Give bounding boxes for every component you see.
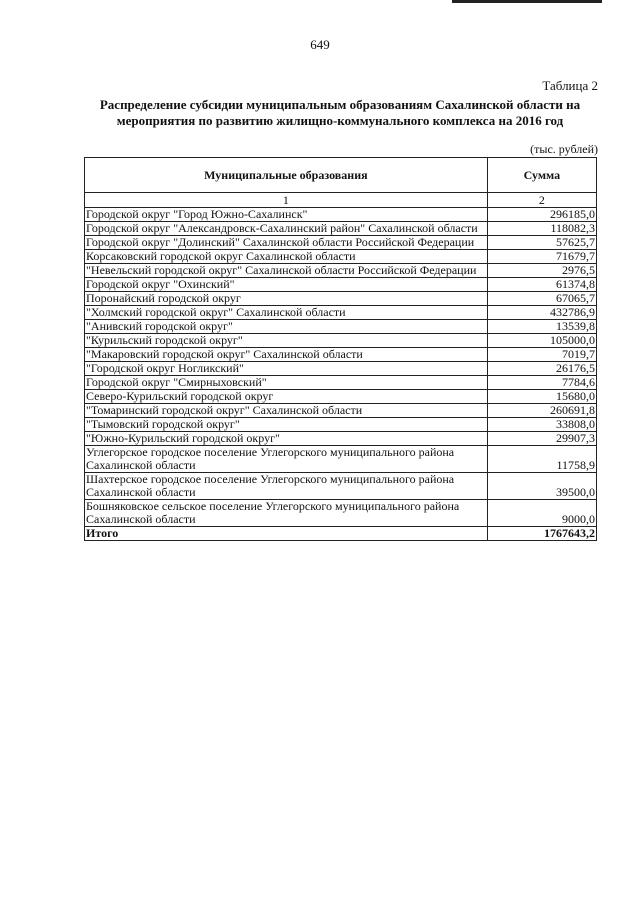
table-row — [85, 306, 597, 320]
municipality-name: Поронайский городской округ — [85, 292, 488, 306]
subsidy-sum: 57625,7 — [487, 236, 596, 250]
table-row — [85, 222, 597, 236]
page-number: 649 — [310, 37, 330, 52]
table-row — [85, 334, 597, 348]
municipality-name: Бошняковское сельское поселение Углегорского муниципального района Сахалинской области — [85, 500, 488, 527]
table-header-row — [85, 158, 597, 193]
municipality-name: "Анивский городской округ" — [85, 320, 488, 334]
subsidy-sum: 7784,6 — [487, 376, 596, 390]
subsidy-sum: 9000,0 — [487, 500, 596, 527]
table-row — [85, 446, 597, 473]
table-row — [85, 292, 597, 306]
subsidy-sum: 33808,0 — [487, 418, 596, 432]
table-row — [85, 376, 597, 390]
table-row — [85, 208, 597, 222]
table-row — [85, 362, 597, 376]
table-label: Таблица 2 — [542, 78, 598, 93]
subsidy-sum: 26176,5 — [487, 362, 596, 376]
subsidy-sum: 432786,9 — [487, 306, 596, 320]
subsidy-sum: 296185,0 — [487, 208, 596, 222]
municipality-name: "Невельский городской округ" Сахалинской области Российской Федерации — [85, 264, 488, 278]
column-number-row — [85, 193, 597, 208]
subsidy-sum: 260691,8 — [487, 404, 596, 418]
subsidy-sum: 15680,0 — [487, 390, 596, 404]
municipality-name: Городской округ "Александровск-Сахалинский район" Сахалинской области — [85, 222, 488, 236]
municipality-name: "Южно-Курильский городской округ" — [85, 432, 488, 446]
table-row — [85, 348, 597, 362]
table-row — [85, 278, 597, 292]
municipality-name: "Курильский городской округ" — [85, 334, 488, 348]
header-municipalities: Муниципальные образования — [85, 158, 488, 193]
subsidy-sum: 105000,0 — [487, 334, 596, 348]
subsidy-sum: 29907,3 — [487, 432, 596, 446]
column-number-2: 2 — [487, 193, 596, 208]
municipality-name: Северо-Курильский городской округ — [85, 390, 488, 404]
total-sum: 1767643,2 — [487, 527, 596, 541]
subsidy-sum: 67065,7 — [487, 292, 596, 306]
subsidy-table — [84, 157, 597, 541]
table-row — [85, 320, 597, 334]
municipality-name: Городской округ "Охинский" — [85, 278, 488, 292]
total-label: Итого — [85, 527, 488, 541]
municipality-name: Шахтерское городское поселение Углегорского муниципального района Сахалинской области — [85, 473, 488, 500]
municipality-name: "Томаринский городской округ" Сахалинской области — [85, 404, 488, 418]
municipality-name: "Городской округ Ногликский" — [85, 362, 488, 376]
subsidy-sum: 7019,7 — [487, 348, 596, 362]
subsidy-sum: 13539,8 — [487, 320, 596, 334]
table-body — [85, 208, 597, 527]
municipality-name: "Тымовский городской округ" — [85, 418, 488, 432]
subsidy-sum: 118082,3 — [487, 222, 596, 236]
column-number-1: 1 — [85, 193, 488, 208]
table-row — [85, 432, 597, 446]
subsidy-sum: 61374,8 — [487, 278, 596, 292]
subsidy-sum: 11758,9 — [487, 446, 596, 473]
header-sum: Сумма — [487, 158, 596, 193]
table-row — [85, 390, 597, 404]
document-title: Распределение субсидии муниципальным образованиям Сахалинской области на мероприятия по развитию жилищно-коммунального комплекса на 2016 год — [99, 97, 581, 128]
table-row — [85, 500, 597, 527]
table-row — [85, 404, 597, 418]
municipality-name: Корсаковский городской округ Сахалинской области — [85, 250, 488, 264]
municipality-name: Углегорское городское поселение Углегорского муниципального района Сахалинской области — [85, 446, 488, 473]
table-row — [85, 418, 597, 432]
subsidy-sum: 71679,7 — [487, 250, 596, 264]
table-row — [85, 473, 597, 500]
table-row — [85, 236, 597, 250]
units-label: (тыс. рублей) — [530, 142, 598, 156]
total-row — [85, 527, 597, 541]
municipality-name: "Холмский городской округ" Сахалинской области — [85, 306, 488, 320]
table-row — [85, 264, 597, 278]
municipality-name: "Макаровский городской округ" Сахалинской области — [85, 348, 488, 362]
top-edge-bar — [452, 0, 602, 3]
municipality-name: Городской округ "Смирныховский" — [85, 376, 488, 390]
subsidy-sum: 39500,0 — [487, 473, 596, 500]
subsidy-sum: 2976,5 — [487, 264, 596, 278]
municipality-name: Городской округ "Город Южно-Сахалинск" — [85, 208, 488, 222]
municipality-name: Городской округ "Долинский" Сахалинской области Российской Федерации — [85, 236, 488, 250]
table-row — [85, 250, 597, 264]
